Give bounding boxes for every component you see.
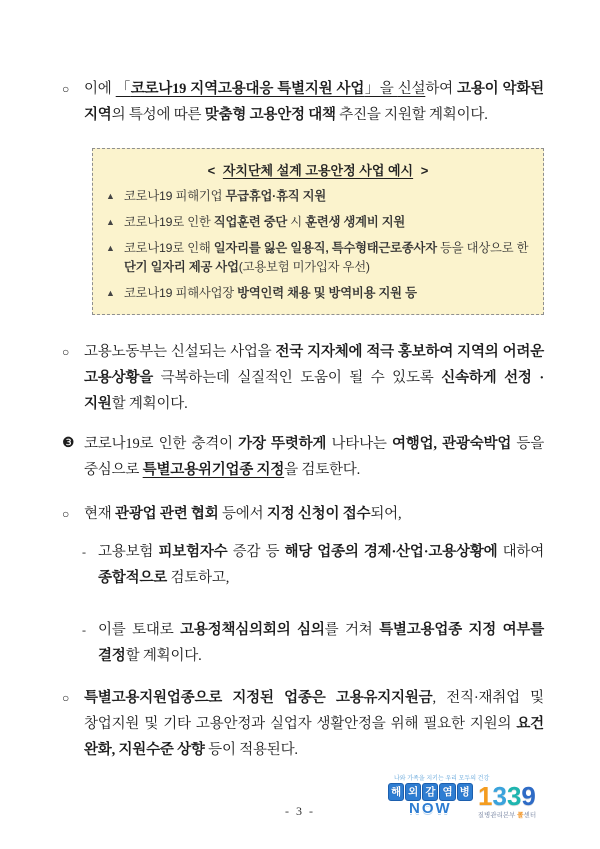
paragraph-ministry-promotion	[62, 339, 544, 417]
circled-number-three-marker: ❸	[62, 436, 75, 451]
digit-3a: 3	[492, 781, 507, 811]
example-item-text: 코로나19 피해사업장 방역인력 채용 및 방역비용 지원 등	[124, 286, 417, 300]
kcdc-call-center-caption	[478, 810, 536, 819]
dash-marker: -	[82, 623, 86, 637]
caption-call: 콜	[517, 812, 524, 819]
title-text: 자치단체 설계 고용안정 사업 예시	[222, 163, 414, 178]
triangle-bullet-icon: ▲	[106, 288, 115, 298]
call-number-1339	[478, 783, 536, 809]
digit-1: 1	[478, 781, 493, 811]
paragraph-text: 이에 「코로나19 지역고용대응 특별지원 사업」을 신설하여 고용이 악화된 지역의 특성에 따른 맞춤형 고용안정 대책 추진을 지원할 계획이다.	[84, 81, 544, 123]
subparagraph-policy-council-decision	[82, 617, 544, 669]
example-item-text: 코로나19로 인한 직업훈련 중단 시 훈련생 생계비 지원	[124, 215, 406, 229]
paragraph-text: 이를 토대로 고용정책심의회의 심의를 거쳐 특별고용업종 지정 여부를 결정할 계획이다.	[98, 622, 545, 664]
caption-center: 센터	[523, 812, 537, 819]
paragraph-text: 특별고용지원업종으로 지정된 업종은 고용유지지원금, 전직·재취업 및 창업지원 및 기타 고용안정과 실업자 생활안정을 위해 필요한 지원의 요건 완화, 지원수준 상향 등이 적용된다.	[84, 690, 544, 758]
paragraph-text: 고용노동부는 신설되는 사업을 전국 지자체에 적극 홍보하여 지역의 어려운 고용상황을 극복하는데 실질적인 도움이 될 수 있도록 신속하게 선정 · 지원할 계획이다.	[84, 344, 544, 412]
page-number: - 3 -	[285, 804, 315, 818]
paragraph-text: 현재 관광업 관련 협회 등에서 지정 신청이 접수되어,	[84, 506, 402, 522]
brand-tile: 병	[457, 783, 473, 801]
brand-tile: 외	[405, 783, 421, 801]
title-close-bracket: >	[420, 163, 429, 178]
digit-9-mascot: 9	[521, 781, 536, 811]
caption-org: 질병관리본부	[477, 812, 518, 819]
brand-tile: 해	[388, 783, 404, 801]
example-item-text: 코로나19로 인해 일자리를 잃은 일용직, 특수형태근로종사자 등을 대상으로 한 단기 일자리 제공 사업(고용보험 미가입자 우선)	[124, 241, 529, 274]
now-wordmark: NOW	[409, 800, 452, 817]
paragraph-text: 코로나19로 인한 충격이 가장 뚜렷하게 나타나는 여행업, 관광숙박업 등을 중심으로 특별고용위기업종 지정을 검토한다.	[84, 436, 545, 478]
title-open-bracket: <	[207, 163, 216, 178]
triangle-bullet-icon: ▲	[106, 243, 115, 253]
example-item-short-term-jobs	[106, 239, 530, 277]
bullet-circle-marker: ○	[62, 507, 70, 521]
subparagraph-insurance-review	[82, 539, 544, 591]
example-item-quarantine-support	[106, 284, 530, 303]
example-item-unpaid-leave	[106, 187, 530, 206]
paragraph-designated-industry-benefits	[62, 685, 544, 763]
call-number-block	[478, 783, 536, 819]
triangle-bullet-icon: ▲	[106, 217, 115, 227]
dash-marker: -	[82, 545, 86, 559]
example-box-local-gov-programs	[92, 148, 544, 315]
logo-tagline: 나와 가족을 지키는 우리 모두의 건강	[394, 776, 490, 782]
brand-tile: 염	[439, 783, 455, 801]
bullet-circle-marker: ○	[62, 82, 70, 96]
bullet-circle-marker: ○	[62, 691, 70, 705]
paragraph-text: 고용보험 피보험자수 증감 등 해당 업종의 경제·산업·고용상황에 대하여 종합적으로 검토하고,	[98, 544, 544, 586]
paragraph-tourism-association-application	[62, 501, 544, 527]
brand-tile: 감	[422, 783, 438, 801]
brand-character-tiles	[388, 783, 473, 801]
triangle-bullet-icon: ▲	[106, 191, 115, 201]
example-item-training-allowance	[106, 213, 530, 232]
bullet-circle-marker: ○	[62, 345, 70, 359]
overseas-infectious-disease-now-1339-logo	[388, 773, 558, 819]
example-box-title	[106, 160, 530, 179]
example-item-text: 코로나19 피해기업 무급휴업·휴직 지원	[124, 189, 327, 203]
paragraph-special-support-program	[62, 76, 544, 128]
digit-3b: 3	[506, 781, 522, 811]
logo-brand-block	[388, 783, 473, 817]
paragraph-crisis-industry-designation	[62, 431, 544, 483]
logo-main	[388, 783, 558, 819]
